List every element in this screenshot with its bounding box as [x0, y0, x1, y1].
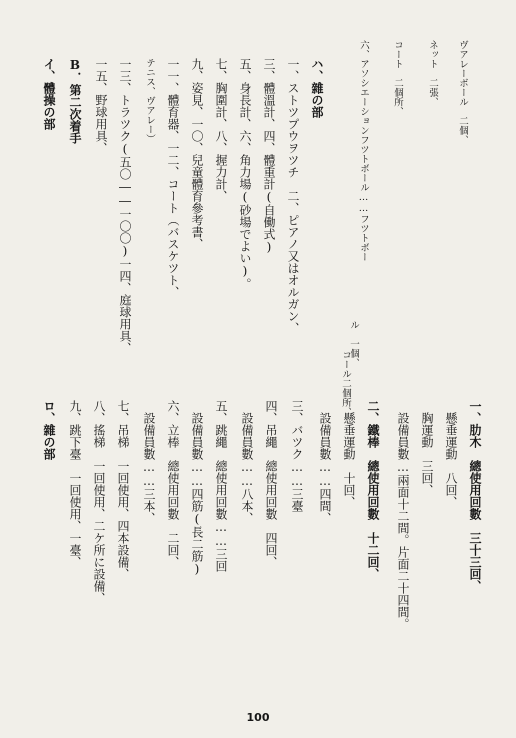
text-line: ヴアレーボール 二個、	[457, 40, 468, 145]
text-line: 九、跳下臺 一回使用、一臺、	[68, 400, 82, 568]
text-line: 設備員數……四間、	[318, 412, 332, 524]
text-line: 六、アソシエーションフツトボール……フツトボー	[358, 40, 369, 262]
text-line: 一、ストツプウヲツチ 二、ピアノ又はオルガン、	[286, 58, 300, 334]
text-line: 三、體溫計、四、體重計(自働式)	[262, 58, 276, 254]
text-line: 設備員數…兩面十二間。片面二十四間。	[396, 412, 410, 630]
text-line: 二、鐵棒 總使用回數 十二回、	[366, 400, 380, 580]
text-line: ル 一個、	[348, 320, 359, 368]
section-heading: ロ、雜の部	[42, 400, 56, 460]
text-line: 設備員數……三本、	[142, 412, 156, 524]
text-line: テニス、ヴアレー）	[144, 58, 155, 144]
text-line: 九、姿見、一〇、兒童體育參考書、	[190, 58, 204, 250]
section-heading: イ、體操の部	[42, 58, 56, 130]
text-line: 胸運動 三回、	[420, 412, 434, 496]
text-line: ネット 二張、	[427, 40, 438, 107]
text-line: 一五、野球用具、	[94, 58, 108, 154]
section-heading: ハ、雜の部	[310, 58, 324, 118]
text-line: 一三、トラツク(五〇――一〇〇)一四、庭球用具、	[118, 58, 132, 354]
text-line: 七、吊梯 一回使用、四本設備、	[116, 400, 130, 580]
text-line: 六、立棒 總使用回數 二回、	[166, 400, 180, 568]
text-line: 懸垂運動 十回、	[342, 412, 356, 508]
text-line: 設備員數……四筋(長二筋)	[190, 412, 204, 576]
text-line: 七、胸圍計、八、握力計、	[214, 58, 228, 202]
page-number: 100	[246, 711, 270, 724]
section-heading: B．第二次着手	[68, 58, 82, 144]
text-line: 五、身長計、六、角力場(砂場でよい)。	[238, 58, 252, 290]
text-line: 一一、體育器、一二、コート（バスケツト、	[166, 58, 180, 298]
text-line: 四、吊繩 總使用回數 四回、	[264, 400, 278, 568]
text-line: 設備員數……八本、	[240, 412, 254, 524]
text-line: コール二個所、	[340, 350, 351, 417]
text-line: 懸垂運動 八回、	[444, 412, 458, 508]
text-line: 一、肋木 總使用回數 三十三回、	[468, 400, 482, 592]
text-line: 五、跳繩 總使用回數……三回	[214, 400, 228, 572]
text-line: コート 二個所、	[392, 40, 403, 116]
text-line: 三、バツク……三臺	[290, 400, 304, 512]
text-line: 八、搖梯 一回使用、二ケ所に設備、	[92, 400, 106, 604]
